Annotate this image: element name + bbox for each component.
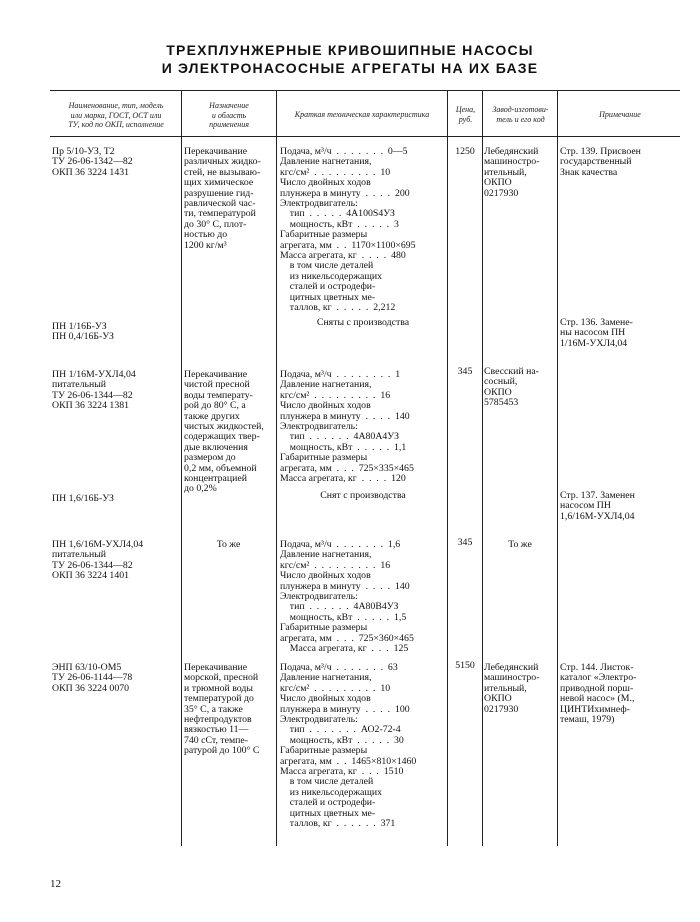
column-divider — [181, 90, 182, 846]
row-5-spec: Подача, м³/ч . . . . . . . 1,6 Давление нагнетания, кгс/см² . . . . . . . . . 16 Число двойных ходов плунжера в минуту . . . . 140 Электродвигатель: тип . . . . . . 4А80В4УЗ мощность, кВт . . . . . 1,5 Габаритные размеры агрегата, мм . . . 725×360×465 Масса агрегата, кг . . . 125 — [280, 539, 414, 655]
column-divider — [276, 90, 277, 846]
row-6-note: Стр. 144. Листок- каталог «Электро- приводной порш- невой насос» (М., ЦИНТИхимнеф- темаш, 1979) — [560, 662, 637, 726]
row-6-name: ЭНП 63/10-ОМ5 ТУ 26-06-1144—78 ОКП 36 3224 0070 — [52, 662, 133, 694]
header-name: Наименование, тип, модель или марка, ГОСТ, ОСТ или ТУ, код по ОКП, исполнение — [68, 101, 164, 129]
header-price: Цена, руб. — [455, 105, 476, 124]
row-2-note: Стр. 136. Замене- ны насосом ПН 1/16М-УХЛ4,04 — [560, 317, 633, 349]
row-3-spec: Подача, м³/ч . . . . . . . . 1 Давление нагнетания, кгс/см² . . . . . . . . . 16 Число двойных ходов плунжера в минуту . . . . 140 Электродвигатель: тип . . . . . . 4А80А4УЗ мощность, кВт . . . . . 1,1 Габаритные размеры агрегата, мм . . . 725×335×465 Масса агрегата, кг . . . . 120 — [280, 369, 414, 485]
header-purpose: Назначение и область применения — [209, 101, 249, 129]
row-1-maker: Лебедянский машиностро- ительный, ОКПО 0217930 — [484, 146, 540, 199]
row-3-maker: Свесский на- сосный, ОКПО 5785453 — [484, 366, 539, 409]
column-divider — [557, 90, 558, 846]
column-divider — [482, 90, 483, 846]
row-6-spec: Подача, м³/ч . . . . . . . 63 Давление нагнетания, кгс/см² . . . . . . . . . 10 Число двойных ходов плунжера в минуту . . . . 100 Электродвигатель: тип . . . . . . . АО2-72-4 мощность, кВт . . . . . 30 Габаритные размеры агрегата, мм . . 1465×810×1460 Масса агрегата, кг . . . 1510 в том числе деталей из никельсодержащих сталей и остродефи- цитных цветных ме- таллов, кг . . . . . . 371 — [280, 662, 417, 830]
header-spec: Краткая техническая характеристика — [294, 110, 430, 119]
row-4-spec: Снят с производства — [320, 490, 406, 501]
row-4-note: Стр. 137. Заменен насосом ПН 1,6/16М-УХЛ4,04 — [560, 490, 635, 522]
row-5-maker: То же — [508, 539, 532, 550]
row-5-purpose: То же — [216, 539, 241, 550]
header-maker: Завод-изготови- тель и его код — [492, 105, 549, 124]
column-divider — [447, 90, 448, 846]
row-1-spec: Подача, м³/ч . . . . . . . 0—5 Давление нагнетания, кгс/см² . . . . . . . . . 10 Число двойных ходов плунжера в минуту . . . . 200 Электродвигатель: тип . . . . . 4А100S4УЗ мощность, кВт . . . . . 3 Габаритные размеры агрегата, мм . . 1170×1100×695 Масса агрегата, кг . . . . 480 в том числе деталей из никельсодержащих сталей и остродефи- цитных цветных ме- таллов, кг . . . . . 2,212 — [280, 146, 416, 314]
row-1-note: Стр. 139. Присвоен государственный Знак качества — [560, 146, 641, 178]
row-5-price: 345 — [457, 537, 473, 548]
row-1-purpose: Перекачивание различных жидко- стей, не вызываю- щих химическое разрушение гид- равлической час- ти, температурой до 30° С, плот- ностью до 1200 кг/м³ — [184, 146, 261, 251]
row-6-purpose: Перекачивание морской, пресной и трюмной воды температурой до 35° С, а также нефтепродуктов вязкостью 11— 740 сСт, темпе- ратурой до 100° С — [184, 662, 260, 757]
row-1-price: 1250 — [455, 146, 475, 157]
row-2-name: ПН 1/16Б-УЗ ПН 0,4/16Б-УЗ — [52, 321, 114, 343]
page-title-line-2: И ЭЛЕКТРОНАСОСНЫЕ АГРЕГАТЫ НА ИХ БАЗЕ — [161, 60, 539, 76]
row-3-price: 345 — [457, 366, 473, 377]
row-3-name: ПН 1/16М-УХЛ4,04 питательный ТУ 26-06-1344—82 ОКП 36 3224 1381 — [52, 369, 136, 412]
page-number: 12 — [50, 878, 61, 890]
header-note: Примечание — [599, 110, 641, 119]
row-3-purpose: Перекачивание чистой пресной воды температу- рой до 80° С, а также других чистых жидкостей, содержащих твер- дые включения размером до 0,2 мм, объемной концентрацией до 0,2% — [184, 369, 264, 495]
row-2-spec: Сняты с производства — [316, 317, 410, 328]
header-bottom-rule — [50, 136, 680, 137]
row-6-price: 5150 — [455, 660, 475, 671]
row-5-name: ПН 1,6/16М-УХЛ4,04 питательный ТУ 26-06-1344—82 ОКП 36 3224 1401 — [52, 539, 144, 582]
row-4-name: ПН 1,6/16Б-УЗ — [52, 493, 114, 504]
page-title-line-1: ТРЕХПЛУНЖЕРНЫЕ КРИВОШИПНЫЕ НАСОСЫ — [166, 42, 534, 58]
row-1-name: Пр 5/10-УЗ, Т2 ТУ 26-06-1342—82 ОКП 36 3224 1431 — [52, 146, 133, 178]
row-6-maker: Лебедянский машиностро- ительный, ОКПО 0217930 — [484, 662, 540, 715]
table-top-rule — [50, 90, 680, 91]
